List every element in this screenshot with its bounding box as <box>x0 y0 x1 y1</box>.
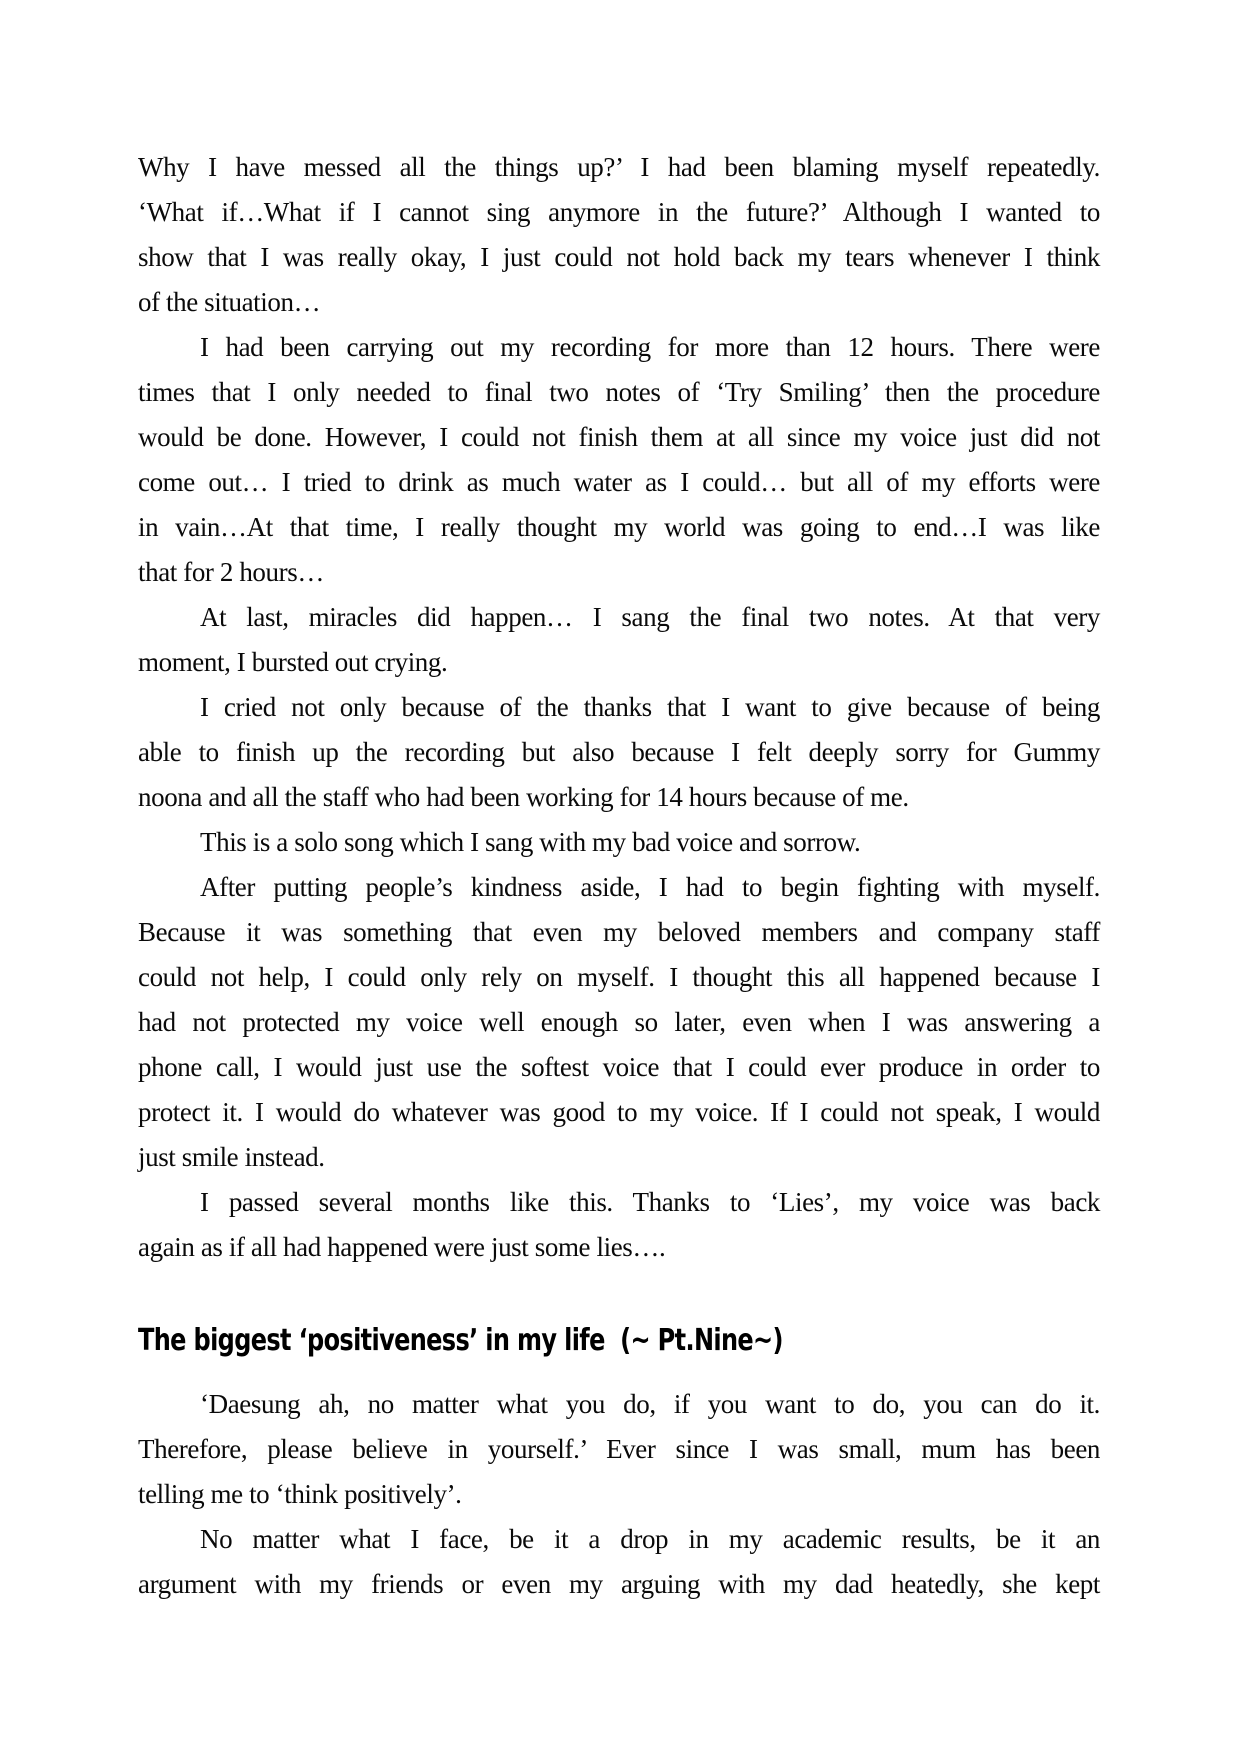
text-line: that for 2 hours… <box>138 557 324 587</box>
text-line: just smile instead. <box>138 1142 325 1172</box>
text-line: argument with my friends or even my arguing with my dad heatedly, she kept <box>138 1569 1100 1599</box>
text-line: This is a solo song which I sang with my bad voice and sorrow. <box>200 827 861 857</box>
text-line: After putting people’s kindness aside, I had to begin fighting with myself. <box>200 872 1100 902</box>
text-line: of the situation… <box>138 287 321 317</box>
paragraph <box>138 1517 1100 1607</box>
text-line: times that I only needed to final two notes of ‘Try Smiling’ then the procedure <box>138 377 1100 407</box>
paragraph <box>138 820 1100 865</box>
paragraph <box>138 1382 1100 1517</box>
text-line: come out… I tried to drink as much water as I could… but all of my efforts were <box>138 467 1100 497</box>
text-line: had not protected my voice well enough so later, even when I was answering a <box>138 1007 1100 1037</box>
section-heading: The biggest ‘positiveness’ in my life (~ Pt.Nine~) <box>138 1323 783 1358</box>
text-line: noona and all the staff who had been working for 14 hours because of me. <box>138 782 909 812</box>
page-body <box>138 145 1100 1607</box>
paragraph <box>138 145 1100 325</box>
text-line: moment, I bursted out crying. <box>138 647 448 677</box>
text-line: No matter what I face, be it a drop in my academic results, be it an <box>200 1524 1100 1554</box>
text-line: Because it was something that even my beloved members and company staff <box>138 917 1100 947</box>
text-line: able to finish up the recording but also because I felt deeply sorry for Gummy <box>138 737 1100 767</box>
text-line: would be done. However, I could not finish them at all since my voice just did not <box>138 422 1100 452</box>
text-line: I passed several months like this. Thanks to ‘Lies’, my voice was back <box>200 1187 1100 1217</box>
paragraph <box>138 595 1100 685</box>
paragraph <box>138 865 1100 1180</box>
text-line: I cried not only because of the thanks that I want to give because of being <box>200 692 1100 722</box>
text-line: show that I was really okay, I just could not hold back my tears whenever I think <box>138 242 1100 272</box>
text-line: in vain…At that time, I really thought my world was going to end…I was like <box>138 512 1100 542</box>
paragraph <box>138 1180 1100 1270</box>
text-line: At last, miracles did happen… I sang the final two notes. At that very <box>200 602 1100 632</box>
text-line: ‘Daesung ah, no matter what you do, if you want to do, you can do it. <box>200 1389 1100 1419</box>
paragraph <box>138 325 1100 595</box>
text-line: again as if all had happened were just some lies…. <box>138 1232 666 1262</box>
text-line: phone call, I would just use the softest voice that I could ever produce in order to <box>138 1052 1100 1082</box>
text-line: could not help, I could only rely on myself. I thought this all happened because I <box>138 962 1100 992</box>
text-line: Therefore, please believe in yourself.’ Ever since I was small, mum has been <box>138 1434 1100 1464</box>
text-line: telling me to ‘think positively’. <box>138 1479 462 1509</box>
text-line: ‘What if…What if I cannot sing anymore in the future?’ Although I wanted to <box>138 197 1100 227</box>
text-line: I had been carrying out my recording for more than 12 hours. There were <box>200 332 1100 362</box>
text-line: protect it. I would do whatever was good to my voice. If I could not speak, I would <box>138 1097 1100 1127</box>
paragraph <box>138 685 1100 820</box>
text-line: Why I have messed all the things up?’ I had been blaming myself repeatedly. <box>138 152 1100 182</box>
